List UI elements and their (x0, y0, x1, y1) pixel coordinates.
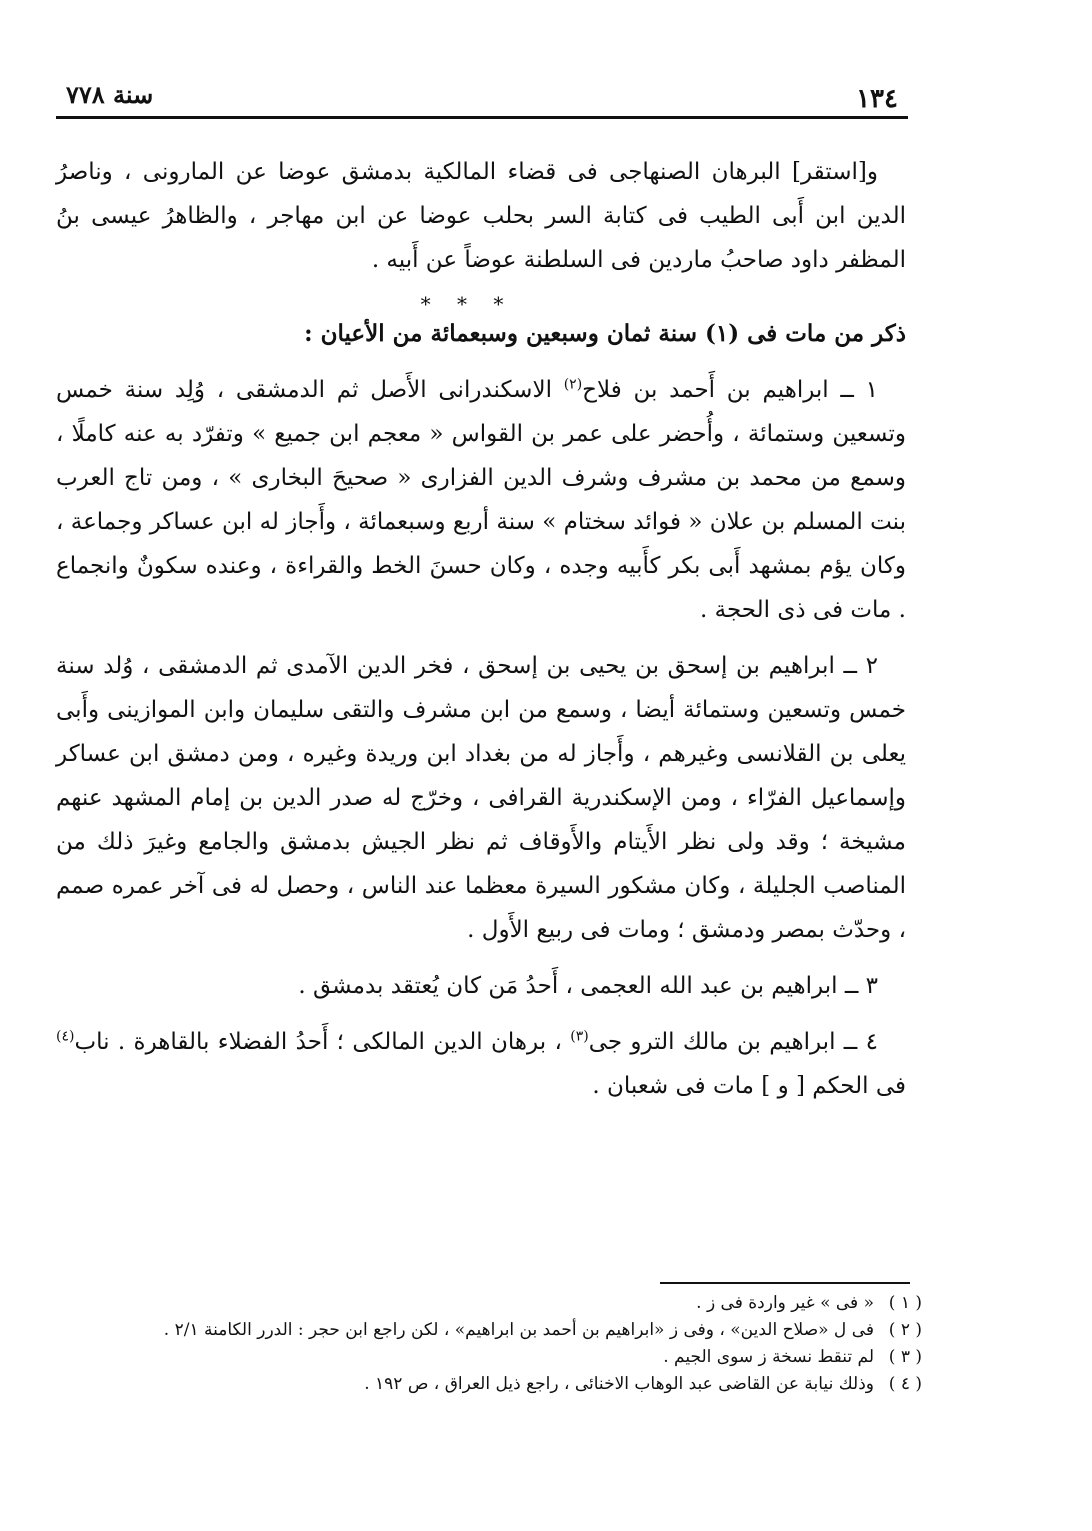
footnote-1 (56, 1290, 922, 1317)
year-heading: سنة ٧٧٨ (66, 80, 154, 109)
entry-4-part-c: فى الحكم [ و ] مات فى شعبان . (592, 1073, 906, 1099)
footnote-number: ( ٣ ) (888, 1347, 922, 1367)
entry-4-part-a: ٤ ــ ابراهيم بن مالك الترو جى (588, 1029, 878, 1055)
footnote-text: وذلك نيابة عن القاضى عبد الوهاب الاخنائى ، راجع ذيل العراق ، ص ١٩٢ . (364, 1374, 874, 1394)
entry-1-part-b: الاسكندرانى الأَصل ثم الدمشقى ، وُلِد سنة خمس وتسعين وستمائة ، وأُحضر على عمر بن القواس « معجم ابن جميع » وتفرّد به عنه كاملًا ، وسمع من محمد بن مشرف وشرف الدين الفزارى « صحيحَ البخارى » ، ومن تاج العرب بنت المسلم بن علان « فوائد سختام » سنة أربع وسبعمائة ، وأَجاز له ابن عساكر وجماعة ، وكان يؤم بمشهد أَبى بكر كأَبيه وجده ، وكان حسنَ الخط والقراءة ، وعنده سكونٌ وانجماع . مات فى ذى الحجة . (56, 377, 906, 623)
footnote-number: ( ٢ ) (888, 1320, 922, 1340)
footnote-ref-4: (٤) (56, 1028, 75, 1045)
footnote-text: فى ل «صلاح الدين» ، وفى ز «ابراهيم بن أحمد بن ابراهيم» ، لكن راجع ابن حجر : الدرر الكامنة ٢/١ . (163, 1320, 874, 1340)
entry-1 (56, 368, 906, 632)
main-text (56, 150, 906, 1108)
entry-4 (56, 1020, 906, 1108)
intro-paragraph: و[استقر] البرهان الصنهاجى فى قضاء المالكية بدمشق عوضا عن المارونى ، وناصرُ الدين ابن أَبى الطيب فى كتابة السر بحلب عوضا عن ابن مهاجر ، والظاهرُ عيسى بنُ المظفر داود صاحبُ ماردين فى السلطنة عوضاً عن أَبيه . (56, 159, 906, 273)
entry-2: ٢ ــ ابراهيم بن إسحق بن يحيى بن إسحق ، فخر الدين الآمدى ثم الدمشقى ، وُلد سنة خمس وتسعين وستمائة أيضا ، وسمع من ابن مشرف والتقى سليمان وابن الموازينى وأَبى يعلى بن القلانسى وغيرهم ، وأَجاز له من بغداد ابن وريدة وغيره ، ومن دمشق ابن عساكر وإسماعيل الفرّاء ، ومن الإسكندرية القرافى ، وخرّج له صدر الدين بن إمام المشهد عنهم مشيخة ؛ وقد ولى نظر الأَيتام والأَوقاف ثم نظر الجيش بدمشق والجامع وغيرَ ذلك من المناصب الجليلة ، وكان مشكور السيرة معظما عند الناس ، وحصل له فى آخر عمره صمم ، وحدّث بمصر ودمشق ؛ ومات فى ربيع الأَول . (56, 653, 906, 943)
footnote-4 (56, 1371, 922, 1398)
footnote-number: ( ١ ) (888, 1293, 922, 1313)
entry-1-part-a: ١ ــ ابراهيم بن أَحمد بن فلاح (582, 377, 878, 403)
footnote-text: « فى » غير واردة فى ز . (696, 1293, 874, 1313)
entry-3: ٣ ــ ابراهيم بن عبد الله العجمى ، أَحدُ مَن كان يُعتقد بدمشق . (298, 973, 878, 999)
footnote-text: لم تنقط نسخة ز سوى الجيم . (663, 1347, 874, 1367)
footnote-rule (660, 1282, 910, 1284)
header-rule (56, 116, 908, 119)
footnote-ref-3: (٣) (570, 1028, 589, 1045)
footnote-2 (56, 1317, 922, 1344)
footnotes (56, 1290, 922, 1398)
footnote-3 (56, 1344, 922, 1371)
section-heading: ذكر من مات فى (١) سنة ثمان وسبعين وسبعمائة من الأعيان : (304, 320, 906, 347)
section-separator: * * * (420, 292, 514, 316)
footnote-ref-2: (٢) (563, 376, 583, 393)
footnote-number: ( ٤ ) (888, 1374, 922, 1394)
running-header (56, 78, 906, 114)
page-number: ١٣٤ (856, 84, 898, 114)
entry-4-part-b: ، برهان الدين المالكى ؛ أَحدُ الفضلاء بالقاهرة . ناب (74, 1029, 571, 1055)
